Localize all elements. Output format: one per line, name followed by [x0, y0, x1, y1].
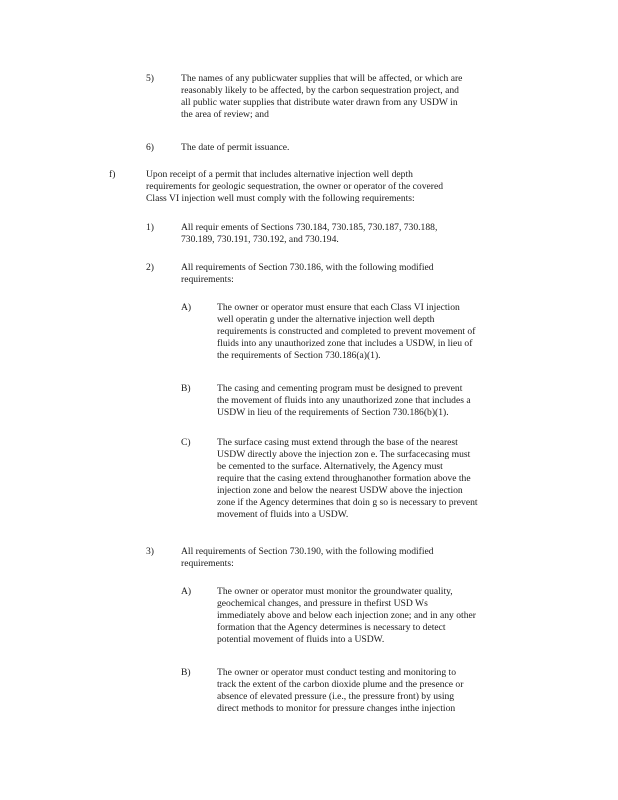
- text-line: formation that the Agency determines is necessary to detect: [217, 622, 446, 633]
- text-line: Upon receipt of a permit that includes alternative injection well depth: [146, 169, 413, 180]
- text-line: absence of elevated pressure (i.e., the pressure front) by using: [217, 691, 455, 702]
- item-5-label: 5): [146, 73, 154, 84]
- item-f2-text: [181, 262, 531, 286]
- text-line: The names of any publicwater supplies that will be affected, or which are: [181, 73, 463, 84]
- text-line: potential movement of fluids into a USDW.: [217, 634, 385, 645]
- text-line: The date of permit issuance.: [181, 142, 290, 153]
- item-f3a-label: A): [181, 586, 192, 597]
- item-f2a-label: A): [181, 302, 192, 313]
- text-line: requirements:: [181, 274, 234, 285]
- text-line: geochemical changes, and pressure in thefirst USD Ws: [217, 598, 428, 609]
- item-f3-text: [181, 546, 531, 570]
- item-f2b-label: B): [181, 383, 191, 394]
- item-f3a-text: [217, 586, 542, 646]
- item-f2c-label: C): [181, 437, 191, 448]
- text-line: The owner or operator must conduct testing and monitoring to: [217, 667, 456, 678]
- text-line: All requir ements of Sections 730.184, 730.185, 730.187, 730.188,: [181, 222, 438, 233]
- text-line: All requirements of Section 730.186, with the following modified: [181, 262, 434, 273]
- item-f1-label: 1): [146, 222, 154, 233]
- text-line: movement of fluids into a USDW.: [217, 509, 349, 520]
- text-line: The surface casing must extend through the base of the nearest: [217, 437, 458, 448]
- text-line: All requirements of Section 730.190, with the following modified: [181, 546, 434, 557]
- text-line: requirements for geologic sequestration, the owner or operator of the covered: [146, 181, 444, 192]
- text-line: immediately above and below each injection zone; and in any other: [217, 610, 476, 621]
- item-f1-text: [181, 222, 531, 246]
- text-line: well operatin g under the alternative injection well depth: [217, 314, 435, 325]
- item-f2a-text: [217, 302, 542, 362]
- text-line: the movement of fluids into any unauthorized zone that includes a: [217, 395, 471, 406]
- item-f3-label: 3): [146, 546, 154, 557]
- text-line: The owner or operator must ensure that each Class VI injection: [217, 302, 460, 313]
- text-line: track the extent of the carbon dioxide plume and the presence or: [217, 679, 464, 690]
- text-line: The owner or operator must monitor the groundwater quality,: [217, 586, 453, 597]
- text-line: reasonably likely to be affected, by the carbon sequestration project, and: [181, 85, 459, 96]
- text-line: USDW in lieu of the requirements of Section 730.186(b)(1).: [217, 407, 449, 418]
- text-line: the area of review; and: [181, 109, 269, 120]
- item-f2-label: 2): [146, 262, 154, 273]
- subsection-f-label: f): [109, 169, 116, 180]
- item-5-text: [181, 73, 531, 121]
- text-line: be cemented to the surface. Alternatively, the Agency must: [217, 461, 443, 472]
- item-f3b-text: [217, 667, 542, 715]
- text-line: direct methods to monitor for pressure changes inthe injection: [217, 703, 456, 714]
- text-line: 730.189, 730.191, 730.192, and 730.194.: [181, 234, 339, 245]
- text-line: The casing and cementing program must be designed to prevent: [217, 383, 463, 394]
- text-line: requirements:: [181, 558, 234, 569]
- item-6-text: [181, 142, 531, 154]
- item-6-label: 6): [146, 142, 154, 153]
- text-line: require that the casing extend throughanother formation above the: [217, 473, 471, 484]
- text-line: zone if the Agency determines that doin g so is necessary to prevent: [217, 497, 478, 508]
- text-line: the requirements of Section 730.186(a)(1).: [217, 350, 381, 361]
- subsection-f-text: [146, 169, 526, 205]
- text-line: all public water supplies that distribute water drawn from any USDW in: [181, 97, 458, 108]
- text-line: Class VI injection well must comply with the following requirements:: [146, 193, 415, 204]
- text-line: requirements is constructed and completed to prevent movement of: [217, 326, 476, 337]
- text-line: USDW directly above the injection zon e. The surfacecasing must: [217, 449, 471, 460]
- item-f2b-text: [217, 383, 542, 419]
- item-f2c-text: [217, 437, 542, 521]
- item-f3b-label: B): [181, 667, 191, 678]
- text-line: injection zone and below the nearest USDW above the injection: [217, 485, 463, 496]
- text-line: fluids into any unauthorized zone that includes a USDW, in lieu of: [217, 338, 473, 349]
